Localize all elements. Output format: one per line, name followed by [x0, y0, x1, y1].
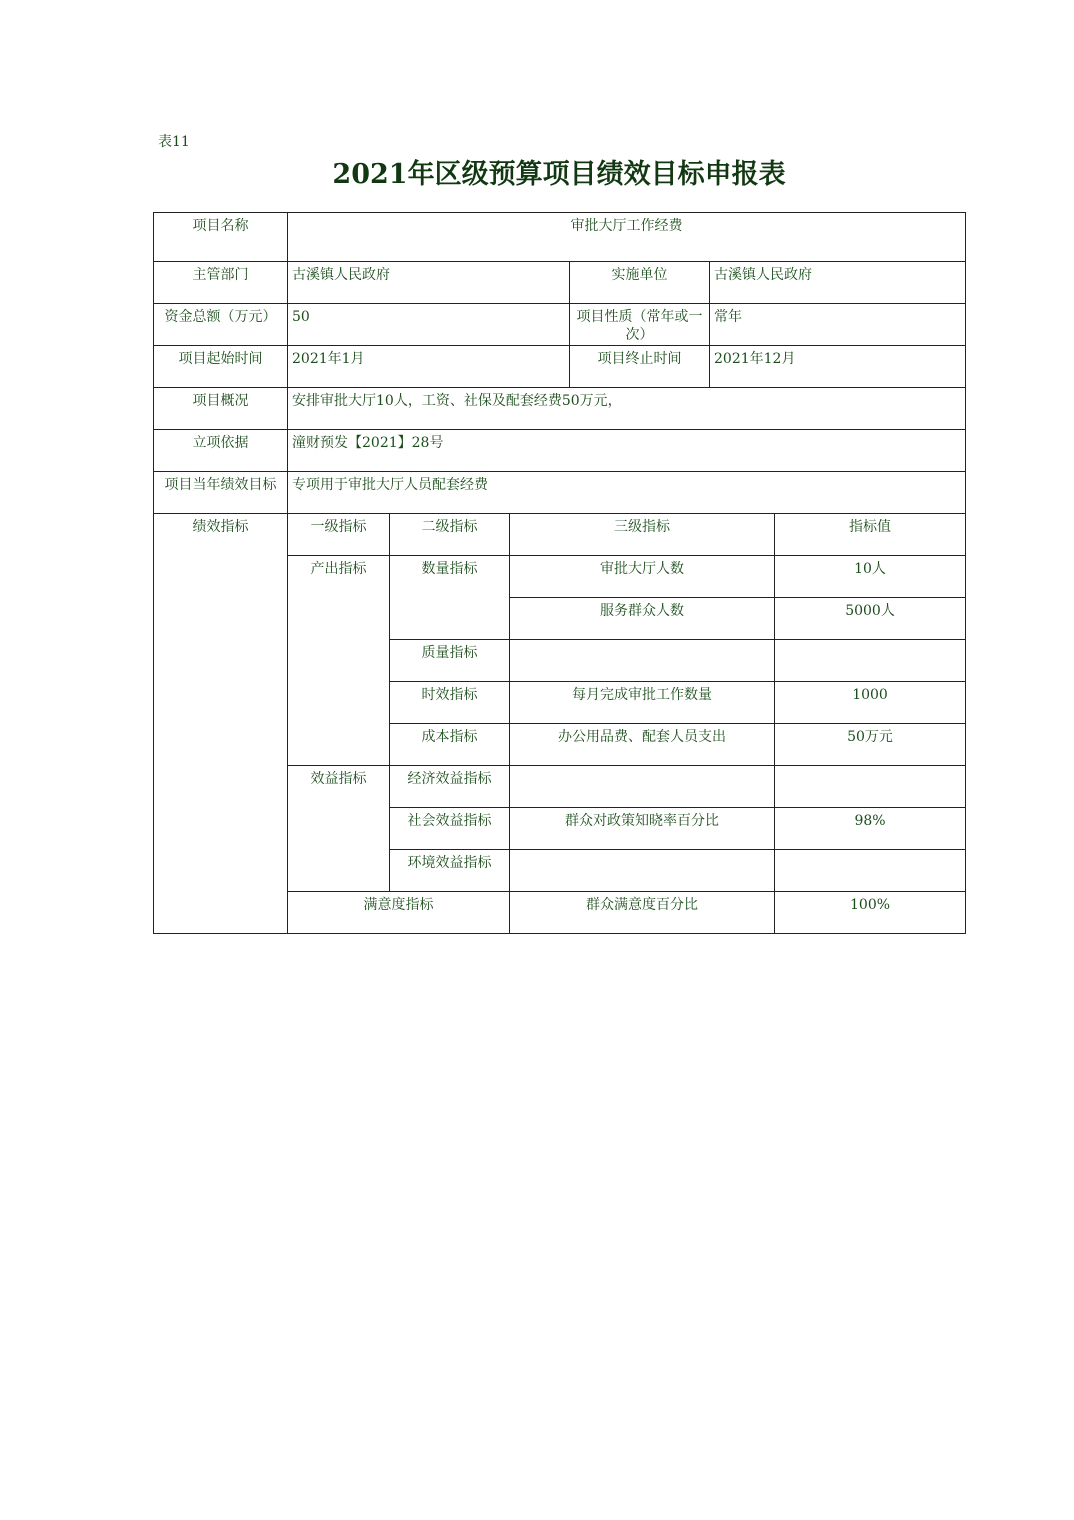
page-title: 2021年区级预算项目绩效目标申报表 — [332, 159, 786, 190]
dept-label: 主管部门 — [154, 262, 288, 304]
end-label: 项目终止时间 — [570, 346, 710, 388]
timeliness-indicator: 时效指标 — [390, 682, 510, 724]
table-cell: 审批大厅人数 — [510, 556, 775, 598]
performance-goal-form — [153, 212, 966, 934]
dept-value: 古溪镇人民政府 — [288, 262, 570, 304]
table-cell — [775, 766, 966, 808]
project-name-label: 项目名称 — [154, 213, 288, 262]
impl-label: 实施单位 — [570, 262, 710, 304]
perf-label: 绩效指标 — [154, 514, 288, 934]
table-cell: 每月完成审批工作数量 — [510, 682, 775, 724]
table-number: 表11 — [158, 134, 190, 150]
output-indicator: 产出指标 — [288, 556, 390, 766]
table-cell: 服务群众人数 — [510, 598, 775, 640]
table-cell — [510, 640, 775, 682]
quality-indicator: 质量指标 — [390, 640, 510, 682]
goal-value: 专项用于审批大厅人员配套经费 — [288, 472, 966, 514]
table-cell: 1000 — [775, 682, 966, 724]
nature-label: 项目性质（常年或一次） — [570, 304, 710, 346]
overview-value: 安排审批大厅10人，工资、社保及配套经费50万元， — [288, 388, 966, 430]
economic-indicator: 经济效益指标 — [390, 766, 510, 808]
quantity-indicator: 数量指标 — [390, 556, 510, 640]
table-cell: 98% — [775, 808, 966, 850]
start-label: 项目起始时间 — [154, 346, 288, 388]
benefit-indicator: 效益指标 — [288, 766, 390, 892]
cost-indicator: 成本指标 — [390, 724, 510, 766]
table-cell: 5000人 — [775, 598, 966, 640]
col-level2: 二级指标 — [390, 514, 510, 556]
table-cell: 10人 — [775, 556, 966, 598]
table-cell: 办公用品费、配套人员支出 — [510, 724, 775, 766]
col-level3: 三级指标 — [510, 514, 775, 556]
overview-label: 项目概况 — [154, 388, 288, 430]
col-level1: 一级指标 — [288, 514, 390, 556]
table-cell: 群众对政策知晓率百分比 — [510, 808, 775, 850]
table-cell: 群众满意度百分比 — [510, 892, 775, 934]
table-cell — [510, 850, 775, 892]
table-cell — [510, 766, 775, 808]
table-cell — [775, 640, 966, 682]
table-cell: 50万元 — [775, 724, 966, 766]
end-value: 2021年12月 — [710, 346, 966, 388]
impl-value: 古溪镇人民政府 — [710, 262, 966, 304]
project-name-value: 审批大厅工作经费 — [288, 213, 966, 262]
table-cell: 100% — [775, 892, 966, 934]
table-cell — [775, 850, 966, 892]
nature-value: 常年 — [710, 304, 966, 346]
social-indicator: 社会效益指标 — [390, 808, 510, 850]
environment-indicator: 环境效益指标 — [390, 850, 510, 892]
goal-label: 项目当年绩效目标 — [154, 472, 288, 514]
funds-value: 50 — [288, 304, 570, 346]
funds-label: 资金总额（万元） — [154, 304, 288, 346]
basis-value: 潼财预发【2021】28号 — [288, 430, 966, 472]
col-value: 指标值 — [775, 514, 966, 556]
basis-label: 立项依据 — [154, 430, 288, 472]
start-value: 2021年1月 — [288, 346, 570, 388]
satisfaction-indicator: 满意度指标 — [288, 892, 510, 934]
